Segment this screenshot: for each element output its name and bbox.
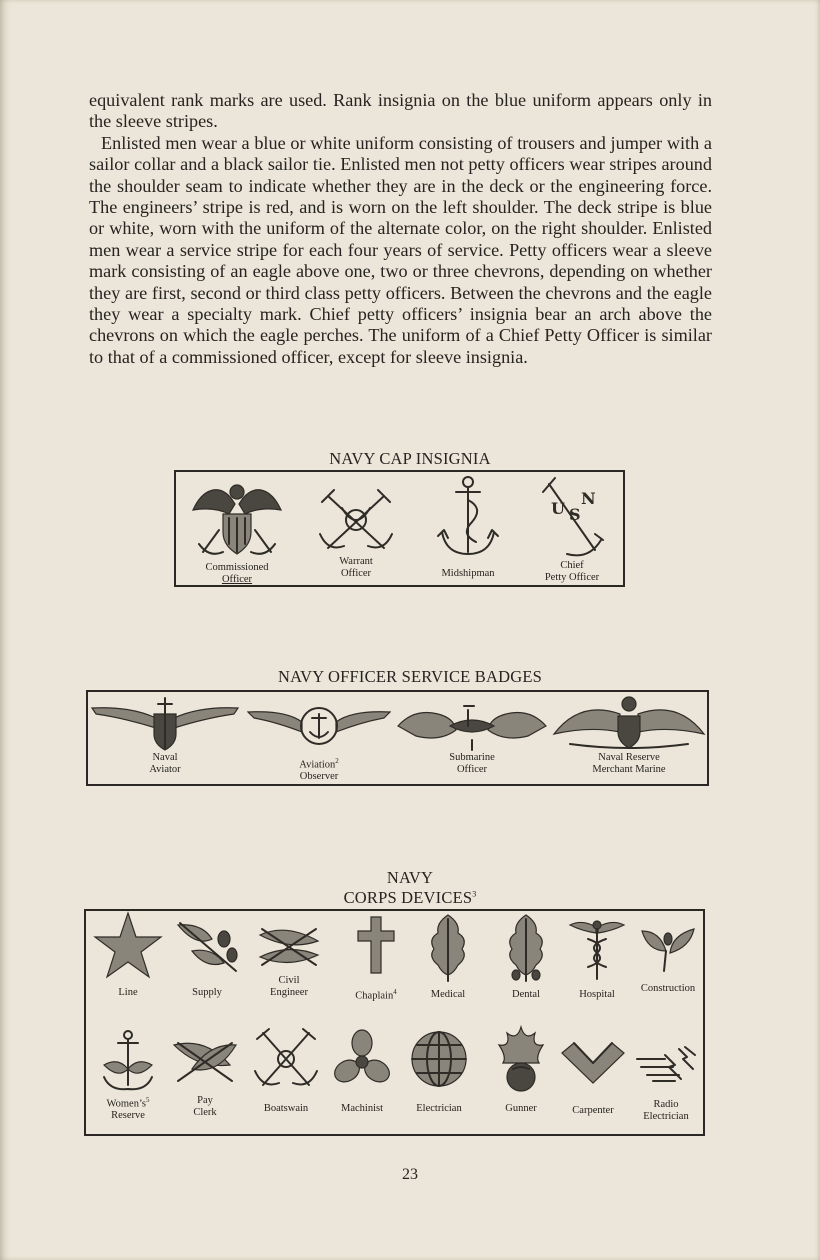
page-number: 23	[402, 1166, 418, 1183]
oak-leaves-sprig-icon	[638, 925, 698, 975]
corps-pay-clerk	[166, 1035, 244, 1118]
crossed-anchors-icon	[251, 1027, 321, 1091]
badge-label-line1: Submarine	[449, 752, 495, 763]
cap-chief-petty-officer	[520, 474, 624, 583]
badge-label-line1: Aviation$^2$	[299, 757, 339, 771]
cap-label-line2: Petty Officer	[544, 571, 600, 583]
crossed-fouled-anchors-icon	[314, 486, 398, 556]
corps-label-line2: Reserve	[111, 1110, 145, 1121]
corps-label-line1: Electrician	[416, 1103, 462, 1114]
svg-text:S: S	[569, 505, 581, 524]
oak-sprig-acorns-icon	[172, 917, 242, 975]
badge-naval-reserve-merchant-marine	[550, 692, 708, 775]
cap-midshipman	[414, 474, 522, 580]
badge-label-line2: Merchant Marine	[592, 763, 666, 775]
corps-civil-engineer	[250, 921, 328, 998]
corps-label-line1: Line	[118, 987, 138, 998]
paragraph-1: equivalent rank marks are used. Rank insignia on the blue uniform appears only in the sleeve stripes.	[89, 90, 712, 132]
corps-chaplain	[338, 915, 414, 1002]
cap-insignia-frame	[174, 470, 625, 587]
cap-insignia-title: NAVY CAP INSIGNIA	[329, 449, 491, 468]
cap-label-line1: Midshipman	[441, 568, 495, 579]
corps-carpenter	[554, 1039, 632, 1117]
corps-label-line1: Machinist	[341, 1103, 383, 1114]
officer-badges-title: NAVY OFFICER SERVICE BADGES	[278, 667, 542, 686]
badge-label-line2: Aviator	[149, 763, 181, 775]
cap-label-line1: Chief	[560, 560, 584, 571]
corps-supply	[168, 917, 246, 999]
corps-devices-frame	[84, 909, 705, 1136]
badge-label-line1: Naval	[152, 752, 178, 763]
anchor-usn-icon	[537, 474, 607, 560]
body-text	[89, 90, 712, 368]
cap-label-line2: Officer	[340, 567, 372, 579]
propeller-icon	[331, 1029, 393, 1091]
corps-label-line1: Radio	[653, 1099, 679, 1110]
anchor-oak-icon	[98, 1029, 158, 1095]
corps-construction	[632, 925, 704, 995]
crossed-oak-sprigs-icon	[256, 921, 322, 971]
corps-radio-electrician	[630, 1045, 702, 1122]
corps-womens-reserve	[92, 1029, 164, 1122]
naval-aviator-wings-icon	[90, 696, 240, 752]
corps-line	[92, 911, 164, 999]
chevron-v-icon	[560, 1039, 626, 1087]
corps-label-line1: Carpenter	[572, 1105, 614, 1116]
corps-label-line1: Chaplain$^4$	[355, 988, 397, 1002]
cap-commissioned-officer	[180, 474, 294, 585]
corps-label-line2: Clerk	[193, 1106, 217, 1118]
corps-devices-title-line1: NAVY	[386, 868, 434, 887]
aviation-observer-wings-icon	[246, 702, 392, 750]
badge-label-line1: Naval Reserve	[598, 752, 660, 763]
corps-machinist	[324, 1029, 400, 1115]
paragraph-2: Enlisted men wear a blue or white uniform consisting of trousers and jumper with a sailor collar and a black sailor tie. Enlisted men not petty officers wear stripes around the shoulder seam to indicate whether they are in the deck or the engineering force. The engineers’ stripe is red, and is worn on the left shoulder. The deck stripe is blue or white, worn with the uniform of the alternate color, on the right shoulder. Enlisted men wear a service stripe for each four years of service. Petty officers wear a sleeve mark consisting of an eagle above one, two or three chevrons, depending on whether they are first, second or third class petty officers. Between the chevrons and the eagle they wear a specialty mark. Chief petty officers’ insignia bear an arch above the chevrons on which the eagle perches. The uniform of a Chief Petty Officer is similar to that of a commissioned officer, except for sleeve insignia.	[89, 132, 712, 367]
corps-label-line1: Civil	[278, 975, 300, 986]
corps-electrician	[402, 1029, 476, 1115]
oak-leaf-acorns-icon	[504, 913, 548, 983]
flaming-bomb-icon	[495, 1025, 547, 1093]
corps-label-line1: $Women’s^5$	[106, 1096, 150, 1110]
cap-label-line1: Warrant	[339, 556, 373, 567]
svg-text:N: N	[581, 489, 596, 508]
badge-label-line2: Observer	[299, 771, 339, 782]
cap-label-line1: Commissioned	[205, 562, 269, 573]
corps-label-line1: Pay	[197, 1095, 213, 1106]
star-icon	[93, 911, 163, 981]
cap-warrant-officer	[300, 486, 412, 579]
corps-boatswain	[246, 1027, 326, 1115]
caduceus-icon	[568, 917, 626, 981]
badge-naval-aviator	[90, 696, 240, 775]
merchant-marine-eagle-icon	[550, 692, 708, 752]
corps-gunner	[482, 1025, 560, 1115]
corps-label-line1: Construction	[640, 983, 696, 994]
corps-label-line1: Gunner	[505, 1103, 537, 1114]
corps-label-line1: Supply	[192, 987, 222, 998]
badge-submarine-officer	[394, 696, 550, 775]
corps-label-line1: Hospital	[579, 989, 615, 1000]
eagle-shield-anchors-icon	[189, 474, 285, 562]
cap-label-line2: Officer	[221, 573, 253, 585]
svg-text:U: U	[551, 499, 565, 518]
corps-label-line1: Medical	[430, 989, 466, 1000]
oak-leaf-icon	[426, 913, 470, 983]
corps-devices-title-line2: CORPS DEVICES$^3$	[343, 888, 477, 907]
corps-dental	[488, 913, 564, 1001]
latin-cross-icon	[356, 915, 396, 975]
corps-medical	[410, 913, 486, 1001]
corps-hospital	[560, 917, 634, 1001]
globe-icon	[409, 1029, 469, 1089]
corps-label-line1: Boatswain	[263, 1103, 309, 1114]
corps-label-line1: Dental	[512, 989, 540, 1000]
corps-label-line2: Electrician	[643, 1110, 689, 1122]
lightning-sparks-icon	[635, 1045, 697, 1085]
crossed-oak-leaves-icon	[170, 1035, 240, 1089]
badge-aviation-observer	[246, 702, 392, 783]
fouled-anchor-icon	[436, 474, 500, 560]
corps-label-line2: Engineer	[270, 986, 308, 998]
submarine-dolphins-icon	[394, 696, 550, 752]
badge-label-line2: Officer	[456, 763, 488, 775]
officer-badges-frame	[86, 690, 709, 786]
